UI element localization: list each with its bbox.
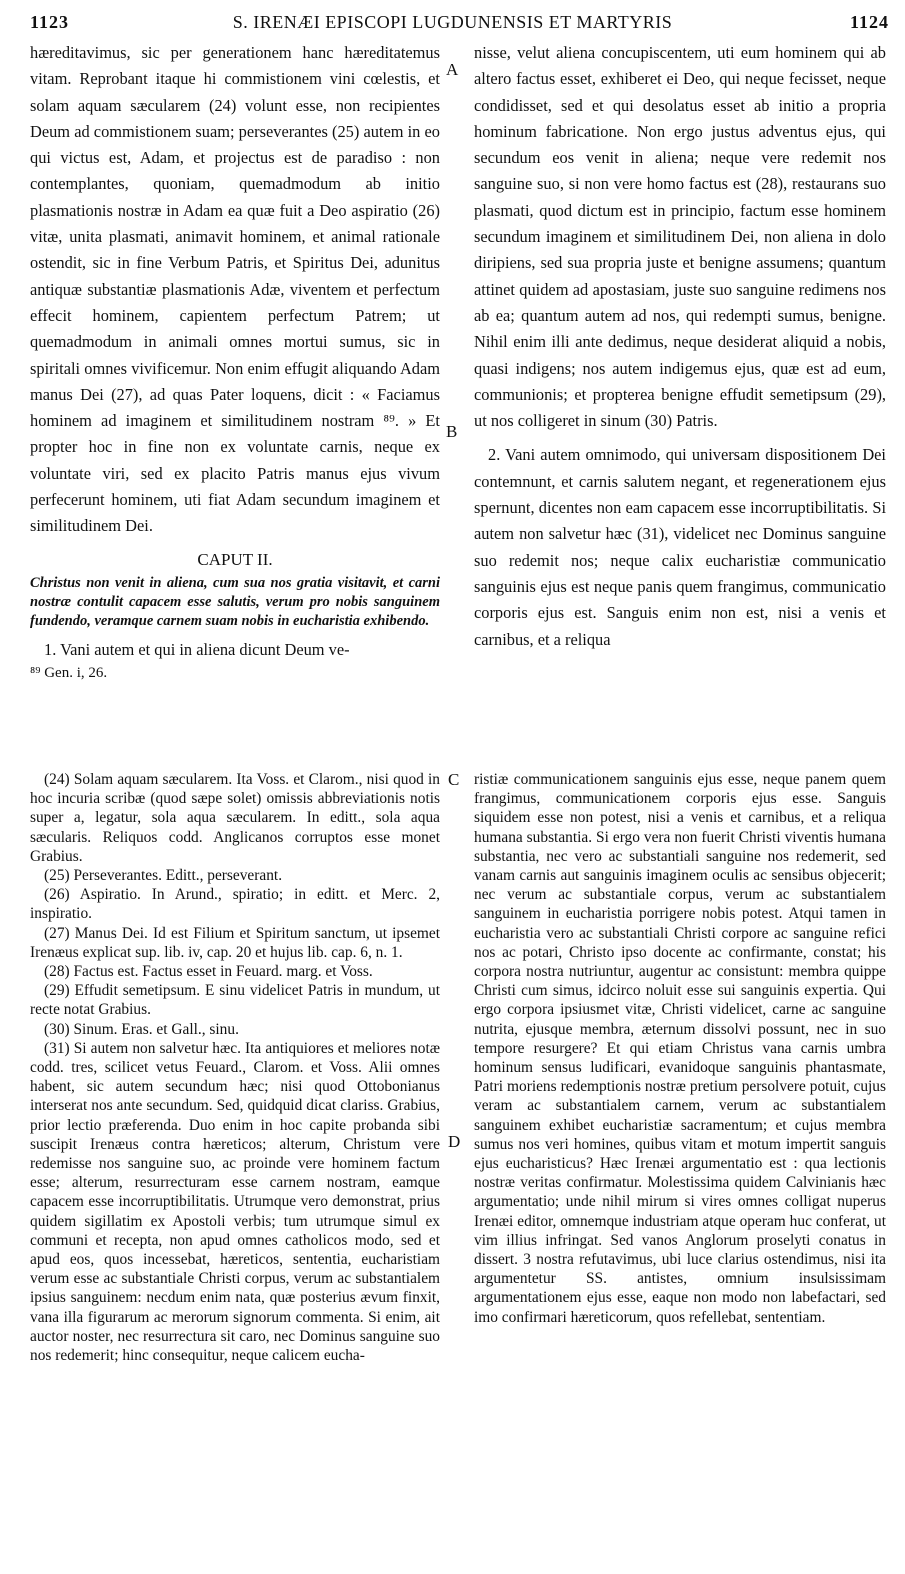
- right-column-text: [474, 40, 886, 653]
- margin-marker-a: A: [446, 60, 459, 79]
- page-number-left: 1123: [30, 12, 70, 32]
- body-paragraph: nisse, velut aliena concupiscentem, uti eum hominem qui ab altero factus esset, exhiberet ei Deo, qui neque fecisset, neque condidisset, sed et qui desolatus esset ab initio a propria hominum fabricatione. Non ergo justus adventus ejus, qui secundum eos venit in aliena; neque vere redemit nos sanguine suo, si non vere homo factus est (28), restaurans suo plasmati, quod dictum est in principio, factum esse hominem secundum imaginem et similitudinem Dei, non aliena in dolo diripiens, sed sua propria juste et benigne assumens; quantum attinet quidem ad apostasiam, juste suo sanguine redimens nos ab ea; quantum autem ad nos, qui redempti sumus, benigne. Nihil enim illi ante dedimus, neque desiderat aliquid a nobis, quasi indigens; nos autem indigemus ejus, quæ est ad eum, communionis; et propterea benigne effudit semetipsum (29), ut nos colligeret in sinum (30) Patris.: [474, 43, 886, 431]
- body-paragraph: 2. Vani autem omnimodo, qui universam dispositionem Dei contemnunt, et carnis salutem negant, et regenerationem ejus spernunt, dicentes non eam capacem esse incorruptibilitatis. Si autem non salvetur hæc (31), videlicet nec Dominus sanguine suo redemit nos; neque calix eucharistiæ communicatio sanguinis ejus est neque panis quem frangimus, communicatio corporis ejus est. Sanguis enim non est, nisi a venis et carnibus, et a reliqua: [474, 445, 886, 649]
- page-header: [0, 6, 905, 40]
- body-paragraph: 1. Vani autem et qui in aliena dicunt Deum ve-: [44, 639, 350, 659]
- chapter-heading: CAPUT II.: [197, 549, 273, 569]
- scripture-reference: ⁸⁹ Gen. i, 26.: [30, 664, 108, 681]
- margin-marker-d: D: [448, 1132, 461, 1151]
- footnote: (30) Sinum. Eras. et Gall., sinu.: [44, 1020, 239, 1038]
- footnote-continuation: ristiæ communicationem sanguinis ejus esse, neque panem quem frangimus, communicationem corporis ejus esse. Sanguis siquidem esse non potest, nisi a venis et carnibus, et a reliqua humana substantia. Si ergo vera non fuerit Christi viventis humana substantia, nec vero ac substantiali sanguine nos redemerit, sed vanam carnis aut sanguinis imaginem oculis ac sensibus objecerit; nec verum ac substantiale corpus, verum ac substantialem sanguinem in eucharistia porrigere nobis potest. Atqui tamen in eucharistia vero ac substantiali Christi corpore ac sanguine refici nos ac potari, Christo ipso docente ac confirmante, constat; his corpora nostra nutriuntur, augentur ac consistunt: membra quippe Christi cum simus, idcirco noluit esse sui sanguinis expertia. Qui ergo corpora ipsiusmet vitæ, Christi videlicet, carne ac sanguine nutrita, ejusque membra, æternum dissolvi possunt, nec in suo tempore resurgere? Et qui etiam Christus vana carnis umbra hominum sensus ludificari, evanidoque sanguinis phantasmate, Patri moriens redemptionis nostræ pretium persolvere potuit, cujus veram ac substantialem carnem, verum ac substantialem sanguinem exhibet eucharistiæ sacramentum; et cujus membra sumus nos veri homines, quibus vitam et motum impertit sanguis ejus eucharisticus? Hæc Irenæi argumentatio est : qua lectionis nostræ veritas confirmatur. Molestissima quidem Calvinianis hæc argumentatio; unde nihil mirum si vires omnes colligat nuperus Irenæi editor, omnemque industriam atque operam huc conferat, ut vim illius infringat. Sed vanos Anglorum proselyti conatus in dissert. 3 nostra refutavimus, ubi luce clarius ostendimus, nisi ita argumentetur SS. antistes, omnium insulsissimam argumentationem ejus esse, eaque non modo non labefactari, sed imo confirmari hæreticorum, quos refellebat, sententiam.: [474, 771, 886, 1326]
- margin-marker-b: B: [446, 422, 458, 441]
- footnote: (29) Effudit semetipsum. E sinu videlicet Patris in mundum, ut recte notat Grabius.: [30, 982, 440, 1019]
- footnote: (28) Factus est. Factus esset in Feuard. marg. et Voss.: [44, 963, 373, 981]
- footnotes-left: [30, 770, 440, 1365]
- margin-marker-c: C: [448, 770, 460, 789]
- footnote: (25) Perseverantes. Editt., perseverant.: [44, 867, 283, 885]
- page-number-right: 1124: [849, 12, 889, 32]
- running-title: S. IRENÆI EPISCOPI LUGDUNENSIS ET MARTYRIS: [232, 12, 673, 32]
- footnote: (27) Manus Dei. Id est Filium et Spiritum sanctum, ut ipsemet Irenæus explicat sup. lib. iv, cap. 20 et hujus lib. cap. 6, n. 1.: [30, 924, 440, 961]
- footnote: (26) Aspiratio. In Arund., spiratio; in editt. et Merc. 2, inspiratio.: [30, 886, 440, 923]
- chapter-summary: Christus non venit in aliena, cum sua nos gratia visitavit, et carni nostræ contulit capacem esse salutis, verum pro nobis sanguinem fundendo, veramque carnem suam nobis in eucharistia exhibendo.: [30, 574, 440, 629]
- body-paragraph: hæreditavimus, sic per generationem hanc hæreditatemus vitam. Reprobant itaque hi commistionem vini cœlestis, et solam aquam sæcularem (24) volunt esse, non recipientes Deum ad commistionem suam; perseverantes (25) autem in eo qui victus est, Adam, et projectus est de paradiso : non contemplantes, quoniam, quemadmodum ab initio plasmationis nostræ in Adam ea quæ fuit a Deo aspiratio (26) vitæ, unita plasmati, animavit hominem, et animal rationale ostendit, sic in fine Verbum Patris, et Spiritus Dei, adunitus antiquæ substantiæ plasmationis Adæ, viventem et perfectum effecit hominem, capientem perfectum Patrem; ut quemadmodum in animali omnes mortui sumus, sic in spiritali omnes vivificemur. Non enim effugit aliquando Adam manus Dei (27), ad quas Pater loquens, dicit : « Faciamus hominem ad imaginem et similitudinem nostram ⁸⁹. » Et propter hoc in fine non ex voluntate carnis, neque ex voluntate viri, sed ex placito Patris manus ejus vivum perfecerunt hominem, uti fiat Adam secundum imaginem et similitudinem Dei.: [30, 43, 440, 536]
- footnotes-right: [474, 770, 886, 1327]
- footnote: (31) Si autem non salvetur hæc. Ita antiquiores et meliores notæ codd. tres, scilicet vetus Feuard., Clarom. et Voss. Alii omnes habent, sic autem secundum hæc; nisi quod Ottobonianus interserat nos ante secundum. Sed, quidquid dicat clariss. Grabius, prior lectio præferenda. Duo enim in hoc capite probanda sibi suscipit Irenæus contra hæreticos; alterum, Christum vere redemisse nos sanguine suo, ac proinde vere hominem factum esse; alterum, resurrecturam esse carnem nostram, eamque capacem esse incorruptibilitatis. Utrumque vero demonstrat, prius quidem sigillatim ex Apostoli verbis; tum utrumque simul ex communi et recepta, non apud omnes catholicos modo, sed et apud eos, quos incessebat, hæreticos, sententia, eucharistiam verum esse ac substantiale Christi corpus, verum ac substantialem ipsius sanguinem: necdum enim nata, quæ posterius ævum finxit, vana illa figurarum ac merorum signorum commenta. Si enim, ait auctor noster, nec resurrectura sit caro, nec Dominus sanguine suo nos redemerit; hinc consequitur, neque calicem eucha-: [30, 1039, 440, 1365]
- footnote: (24) Solam aquam sæcularem. Ita Voss. et Clarom., nisi quod in hoc incuria scribæ (quod sæpe solet) omissis abbreviationis notis super a, legatur, sola aqua sæcularem. In editt., sola aqua sæcularis. Reliquos codd. Anglicanos corruptos esse monet Grabius.: [30, 771, 440, 865]
- left-column-text: [30, 40, 440, 688]
